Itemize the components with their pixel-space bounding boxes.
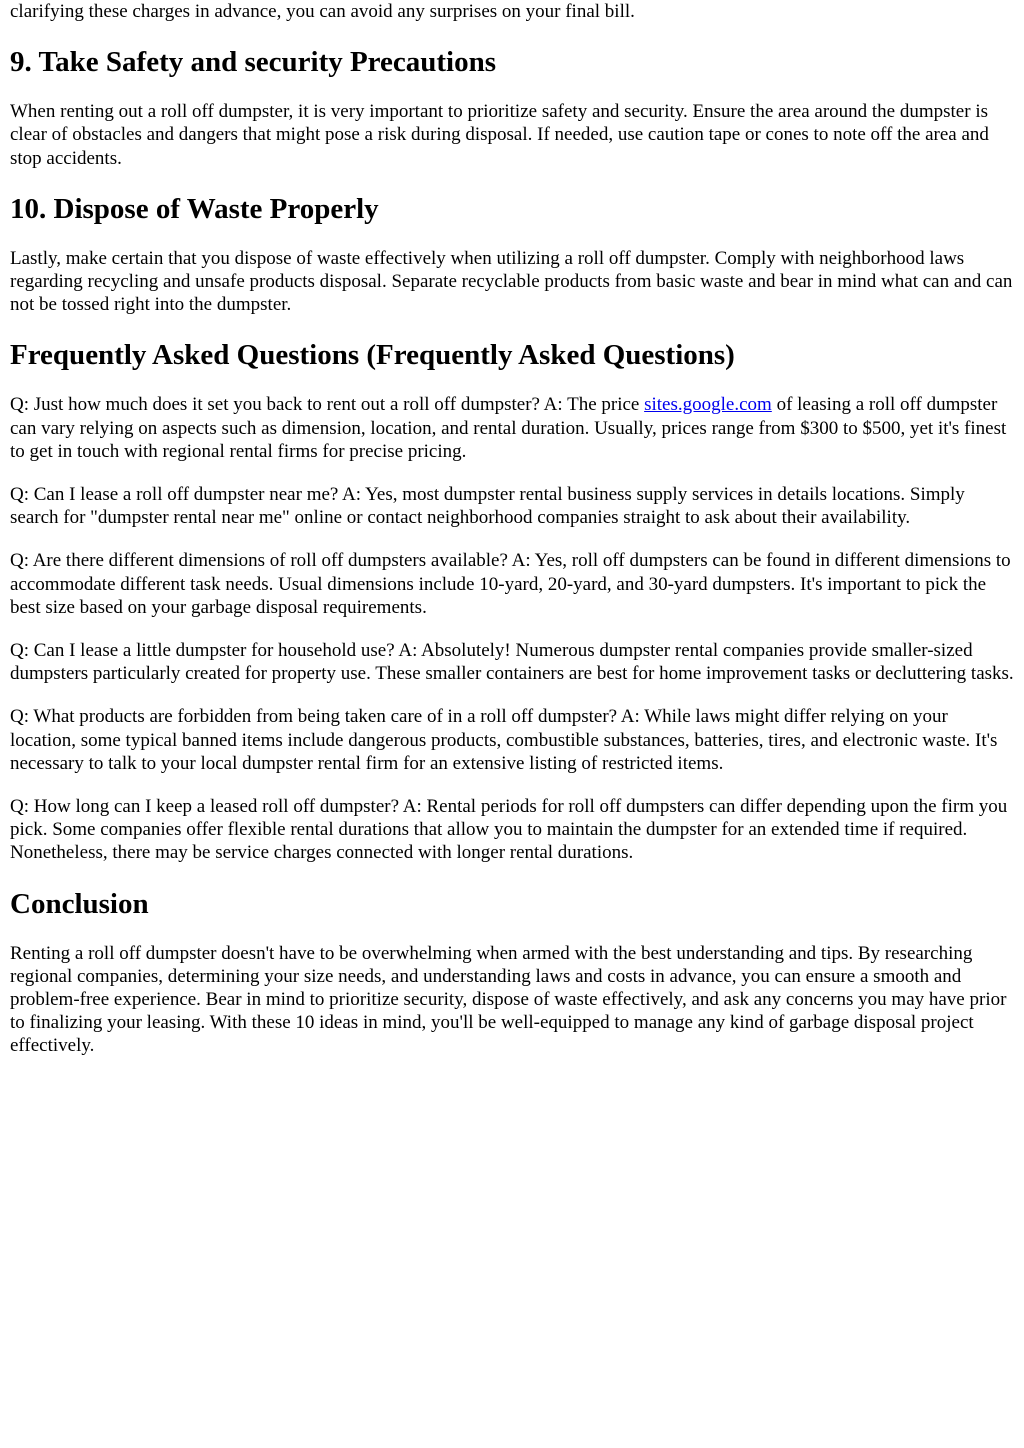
faq-item-cost-text-after: of leasing a roll off dumpster can vary relying on aspects such as dimension, location, and rental duration. Usually, prices range from $300 to $500, yet it's finest to get in touch with regional rental firms for precise pricing. [10, 394, 1007, 462]
safety-paragraph: When renting out a roll off dumpster, it is very important to prioritize safety and security. Ensure the area around the dumpster is clear of obstacles and dangers that might pose a risk during disposal. If needed, use caution tape or cones to note off the area and stop accidents. [10, 101, 989, 169]
faq-item: Q: Are there different dimensions of roll off dumpsters available? A: Yes, roll off dumpsters can be found in different dimensions to accommodate different task needs. Usual dimensions include 10-yard, 20-yard, and 30-yard dumpsters. It's important to pick the best size based on your garbage disposal requirements. [10, 550, 1011, 618]
article [10, 0, 1015, 1058]
conclusion-heading: Conclusion [10, 887, 149, 920]
conclusion-paragraph: Renting a roll off dumpster doesn't have to be overwhelming when armed with the best understanding and tips. By researching regional companies, determining your size needs, and understanding laws and costs in advance, you can ensure a smooth and problem-free experience. Bear in mind to prioritize security, dispose of waste effectively, and ask any concerns you may have prior to finalizing your leasing. With these 10 ideas in mind, you'll be well-equipped to manage any kind of garbage disposal project effectively. [10, 942, 1007, 1057]
faq-item-cost-text-before: Q: Just how much does it set you back to rent out a roll off dumpster? A: The price [10, 394, 645, 416]
faq-heading: Frequently Asked Questions (Frequently Asked Questions) [10, 339, 735, 372]
safety-heading: 9. Take Safety and security Precautions [10, 46, 497, 79]
faq-item: Q: Can I lease a little dumpster for household use? A: Absolutely! Numerous dumpster rental companies provide smaller-sized dumpsters particularly created for property use. These smaller containers are best for home improvement tasks or decluttering tasks. [10, 640, 1014, 685]
intro-fragment: clarifying these charges in advance, you can avoid any surprises on your final bill. [10, 1, 635, 22]
faq-item: Q: Can I lease a roll off dumpster near me? A: Yes, most dumpster rental business supply services in details locations. Simply search for "dumpster rental near me" online or contact neighborhood companies straight to ask about their availability. [10, 484, 965, 529]
faq-item: Q: How long can I keep a leased roll off dumpster? A: Rental periods for roll off dumpsters can differ depending upon the firm you pick. Some companies offer flexible rental durations that allow you to maintain the dumpster for an extended time if required. Nonetheless, there may be service charges connected with longer rental durations. [10, 796, 1008, 864]
faq-item-cost [10, 393, 1015, 463]
sites-google-link[interactable]: sites.google.com [644, 394, 772, 416]
dispose-heading: 10. Dispose of Waste Properly [10, 192, 379, 225]
faq-item: Q: What products are forbidden from being taken care of in a roll off dumpster? A: While laws might differ relying on your location, some typical banned items include dangerous products, combustible substances, batteries, tires, and electronic waste. It's necessary to talk to your local dumpster rental firm for an extensive listing of restricted items. [10, 706, 998, 774]
dispose-paragraph: Lastly, make certain that you dispose of waste effectively when utilizing a roll off dumpster. Comply with neighborhood laws regarding recycling and unsafe products disposal. Separate recyclable products from basic waste and bear in mind what can and can not be tossed right into the dumpster. [10, 247, 1013, 316]
